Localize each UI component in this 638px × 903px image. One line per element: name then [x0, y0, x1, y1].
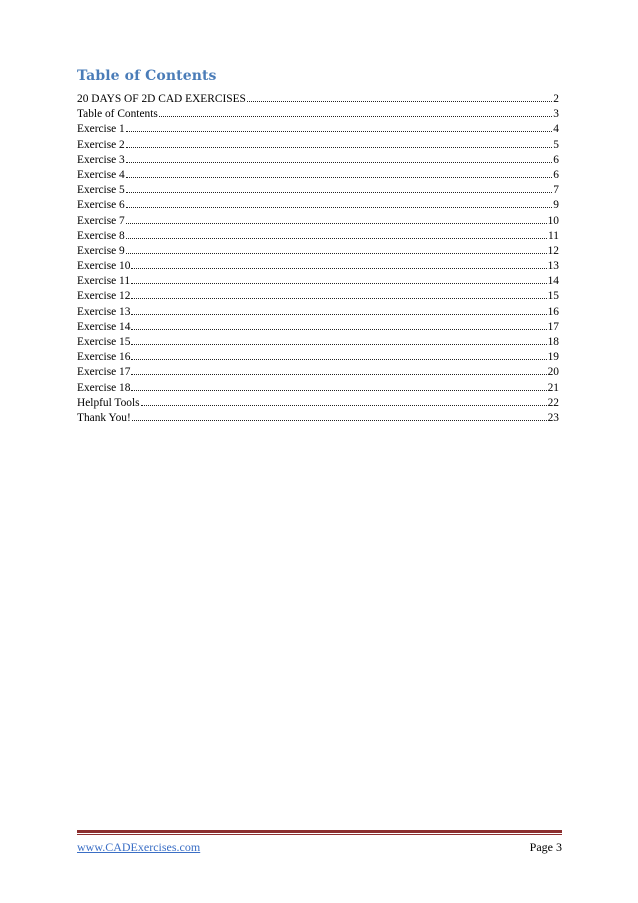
- toc-dot-leader: [126, 162, 553, 163]
- toc-entry[interactable]: [77, 305, 559, 320]
- toc-entry[interactable]: [77, 198, 559, 213]
- toc-dot-leader: [131, 374, 546, 375]
- toc-dot-leader: [126, 253, 547, 254]
- toc-entry-page: 5: [553, 138, 559, 151]
- toc-entry[interactable]: [77, 411, 559, 426]
- toc-entry-page: 22: [547, 396, 559, 409]
- toc-entry[interactable]: [77, 320, 559, 335]
- footer-divider: [77, 830, 562, 833]
- toc-entry[interactable]: [77, 138, 559, 153]
- toc-entry-label: Exercise 16: [77, 351, 131, 364]
- toc-entry-label: Exercise 13: [77, 305, 131, 318]
- toc-entry-label: Exercise 11: [77, 275, 131, 288]
- toc-entry-label: Exercise 2: [77, 138, 125, 151]
- toc-entry-label: Exercise 5: [77, 184, 125, 197]
- footer-page-number: Page 3: [529, 840, 562, 854]
- toc-entry[interactable]: [77, 92, 559, 107]
- toc-heading: Table of Contents: [77, 68, 217, 84]
- toc-entry[interactable]: [77, 168, 559, 183]
- toc-dot-leader: [126, 147, 553, 148]
- toc-entry-label: Exercise 14: [77, 320, 131, 333]
- toc-entry-label: Exercise 9: [77, 244, 125, 257]
- toc-entry-page: 9: [553, 199, 559, 212]
- toc-entry[interactable]: [77, 335, 559, 350]
- toc-entry-label: Exercise 18: [77, 381, 131, 394]
- toc-entry-page: 21: [547, 381, 559, 394]
- toc-dot-leader: [131, 298, 546, 299]
- toc-dot-leader: [131, 329, 546, 330]
- toc-dot-leader: [126, 177, 553, 178]
- toc-entry-page: 7: [553, 184, 559, 197]
- toc-entry-page: 15: [547, 290, 559, 303]
- toc-entry[interactable]: [77, 289, 559, 304]
- toc-entry[interactable]: [77, 229, 559, 244]
- toc-entry[interactable]: [77, 122, 559, 137]
- toc-entry-page: 17: [547, 320, 559, 333]
- toc-dot-leader: [131, 314, 546, 315]
- toc-dot-leader: [159, 116, 552, 117]
- toc-dot-leader: [131, 283, 547, 284]
- toc-entry-page: 2: [553, 93, 559, 105]
- toc-entry-label: Exercise 4: [77, 168, 125, 181]
- toc-entry-label: Helpful Tools: [77, 396, 140, 409]
- toc-dot-leader: [131, 359, 546, 360]
- toc-entry-label: Exercise 3: [77, 153, 125, 166]
- toc-entry-page: 13: [547, 260, 559, 273]
- toc-entry-label: Exercise 10: [77, 260, 131, 273]
- toc-dot-leader: [126, 192, 553, 193]
- toc-entry-page: 10: [547, 214, 559, 227]
- toc-entry-label: Table of Contents: [77, 108, 158, 121]
- toc-list: [77, 92, 559, 426]
- toc-entry-page: 3: [553, 108, 559, 121]
- toc-entry-label: Exercise 6: [77, 199, 125, 212]
- footer-website-link[interactable]: www.CADExercises.com: [77, 840, 201, 854]
- toc-dot-leader: [247, 101, 552, 102]
- toc-entry-label: Exercise 8: [77, 229, 125, 242]
- toc-entry-label: Exercise 17: [77, 366, 131, 379]
- toc-entry-page: 20: [547, 366, 559, 379]
- toc-entry-label: Exercise 15: [77, 336, 131, 348]
- toc-entry[interactable]: [77, 259, 559, 274]
- toc-entry-label: Thank You!: [77, 411, 131, 424]
- toc-entry-page: 6: [553, 153, 559, 166]
- toc-entry[interactable]: [77, 381, 559, 396]
- toc-entry[interactable]: [77, 274, 559, 289]
- toc-dot-leader: [132, 420, 547, 421]
- toc-entry-page: 12: [547, 244, 559, 257]
- toc-entry-label: Exercise 1: [77, 123, 125, 136]
- toc-entry[interactable]: [77, 107, 559, 122]
- toc-dot-leader: [126, 238, 547, 239]
- toc-entry-label: Exercise 7: [77, 214, 125, 227]
- toc-entry-page: 23: [547, 411, 559, 424]
- toc-entry[interactable]: [77, 214, 559, 229]
- toc-entry[interactable]: [77, 396, 559, 411]
- toc-entry-page: 18: [547, 336, 559, 348]
- toc-entry-page: 6: [553, 168, 559, 181]
- toc-dot-leader: [131, 268, 546, 269]
- toc-entry-label: Exercise 12: [77, 290, 131, 303]
- toc-entry[interactable]: [77, 365, 559, 380]
- toc-entry-page: 19: [547, 351, 559, 364]
- toc-entry[interactable]: [77, 183, 559, 198]
- toc-dot-leader: [131, 390, 546, 391]
- toc-entry[interactable]: [77, 350, 559, 365]
- toc-dot-leader: [141, 405, 547, 406]
- toc-entry-page: 14: [547, 275, 559, 288]
- toc-entry-page: 16: [547, 305, 559, 318]
- toc-entry-page: 11: [548, 229, 559, 242]
- toc-dot-leader: [126, 207, 553, 208]
- toc-dot-leader: [131, 344, 546, 345]
- toc-dot-leader: [126, 131, 553, 132]
- toc-dot-leader: [126, 223, 547, 224]
- toc-entry[interactable]: [77, 153, 559, 168]
- toc-entry[interactable]: [77, 244, 559, 259]
- toc-entry-page: 4: [553, 123, 559, 136]
- toc-entry-label: 20 DAYS OF 2D CAD EXERCISES: [77, 93, 246, 105]
